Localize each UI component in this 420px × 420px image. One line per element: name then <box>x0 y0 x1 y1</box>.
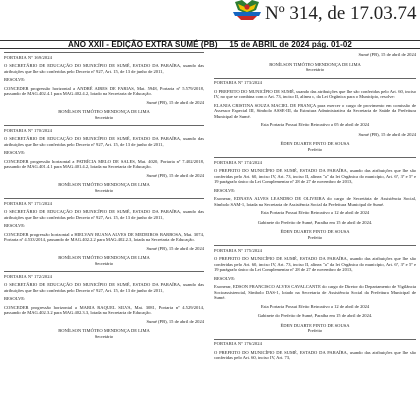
portaria-effect: Esta Portaria Possui Efeito Retroativo a 12 de abril de 2024 <box>260 303 370 309</box>
portaria-preamble: O PREFEITO DO MUNICÍPIO DE SUMÉ, usando das atribuições que lhe são conferidas pelo Art. 60, inciso IV, no que se combina com o Art. 73, inciso II, alínea c, da Lei Orgânica para o Município, resolve: <box>214 88 416 99</box>
portaria-date: Sumé (PB), 15 de abril de 2024 <box>358 131 416 137</box>
portaria-170 <box>4 125 204 193</box>
signatory-role: Prefeito <box>307 146 323 152</box>
signatory-role: Secretário <box>94 333 114 339</box>
right-column <box>214 52 416 364</box>
portaria-act: CONCEDER progressão horizontal a PATRÍCIA MELO DE SALES, Mat. 4020, Portaria nº 7.402/2018, passando de MAG.401.4.1 para MAG.401.4.2, lotada na Secretaria de Educação. <box>4 158 204 169</box>
portaria-heading: PORTARIA Nº 169/2024 <box>4 52 204 60</box>
portaria-174 <box>214 157 416 240</box>
signatory-name: ÉDEN DUARTE PINTO DE SOUSA <box>280 229 350 234</box>
signatory-name: BONÍLSON TIMÓTEO MENDONÇA DE LIMA <box>269 61 361 67</box>
portaria-office: Gabinete do Prefeito de Sumé, Paraíba em 15 de abril de 2024. <box>257 313 373 318</box>
signatory-name: ÉDEN DUARTE PINTO DE SOUSA <box>280 141 350 146</box>
portaria-172 <box>4 271 204 339</box>
portaria-preamble: O PREFEITO DO MUNICÍPIO DE SUMÉ, ESTADO DA PARAÍBA, usando das atribuições que lhe são conferidas pelo Art. 60, inciso IV, Art. 73, inciso II, alínea "a" da lei Orgânica do município, Art. 6º, 3º e 5º e 19 parágrafo único da Lei Complementar nº 28 de 27 de novembro de 2013, <box>214 168 416 184</box>
portaria-act: Exonerar, EDNAYA ALVES LEANDRO DE OLIVEIRA do cargo de Secretária de Assistência Social, Símbolo SAM-1, lotada na Secretaria de Assistência Social da Prefeitura Municipal de Sumé. <box>214 196 416 207</box>
resolve-label: RESOLVE: <box>4 77 26 82</box>
resolve-label: RESOLVE: <box>4 150 26 155</box>
portaria-heading: PORTARIA Nº 171/2024 <box>4 198 204 206</box>
edition-date: 15 de ABRIL de 2024 <box>229 40 310 49</box>
portaria-heading: PORTARIA Nº 174/2024 <box>214 157 416 165</box>
portaria-heading: PORTARIA Nº 176/2024 <box>214 339 416 347</box>
municipal-coat-of-arms-icon <box>232 0 262 20</box>
portaria-date: Sumé (PB), 15 de abril de 2024 <box>146 172 204 178</box>
portaria-preamble: O SECRETÁRIO DE EDUCAÇÃO DO MUNICÍPIO DE SUMÉ, ESTADO DA PARAÍBA, usando das atribuições que lhe são conferidas pelo Decreto nº 927, Art. 15, de 13 de junho de 2011, <box>4 209 204 220</box>
portaria-effect: Esta Portaria Possui Efeito Retroativo a 05 de abril de 2024 <box>260 122 370 127</box>
masthead <box>0 0 420 40</box>
portaria-preamble: O PREFEITO DO MUNICÍPIO DE SUMÉ, ESTADO DA PARAÍBA, usando das atribuições que lhe são conferidas pelo Art. 60, inciso IV, Art. 73, <box>214 349 416 360</box>
portaria-preamble: O SECRETÁRIO DE EDUCAÇÃO DO MUNICÍPIO DE SUMÉ, ESTADO DA PARAÍBA, usando das atribuições que lhe são conferidas pelo Decreto nº 927, Art. 15, de 13 de junho de 2011, <box>4 282 204 293</box>
signatory-name: BONÍLSON TIMÓTEO MENDONÇA DE LIMA <box>58 328 150 333</box>
portaria-preamble: O SECRETÁRIO DE EDUCAÇÃO DO MUNICÍPIO DE SUMÉ, ESTADO DA PARAÍBA, usando das atribuições que lhe são conferidas pelo Decreto nº 927, Art. 15, de 13 de junho de 2011, <box>4 136 204 147</box>
portaria-heading: PORTARIA Nº 175/2024 <box>214 245 416 253</box>
portaria-preamble: O PREFEITO DO MUNICÍPIO DE SUMÉ, ESTADO DA PARAÍBA, usando das atribuições que lhe são conferidas pelo Art. 60, inciso IV, Art. 73, inciso II, alínea "a" da lei Orgânica do município, Art. 6º, 3º e 5º e 19 parágrafo único da Lei Complementar nº 28 de 27 de novembro de 2013, <box>214 256 416 272</box>
portaria-office: Gabinete do Prefeito de Sumé, Paraíba em 15 de abril de 2024. <box>257 219 373 225</box>
portaria-act: CONCEDER progressão horizontal a ANDRÉ AIRES DE FARIAS, Mat. 5948, Portaria nº 5.579/2018, passando de MAG.402.4.1 para MAG.402.4.2, lotado na Secretaria de Educação. <box>4 85 204 96</box>
portaria-effect: Esta Portaria Possui Efeito Retroativo a 12 de abril de 2024 <box>260 210 370 215</box>
portaria-date: Sumé (PB), 15 de abril de 2024 <box>146 245 204 251</box>
portaria-act: Exonerar, EDSON FRANCISCO ALVES CAVALCANTE do cargo de Diretor do Departamento de Vigilância Socioassistencial, Símbolo DAS-1, lotado na Secretaria de Assistência Social da Prefeitura Municipal de Sumé. <box>214 284 416 300</box>
portaria-169 <box>4 52 204 120</box>
signatory-role: Secretário <box>94 187 114 193</box>
portaria-continued <box>214 52 416 73</box>
portaria-heading: PORTARIA Nº 173/2024 <box>214 78 416 86</box>
edition-bar <box>0 40 420 49</box>
law-number: Nº 314, de 17.03.74 <box>265 3 417 24</box>
left-column <box>4 52 204 344</box>
portaria-act: ELANIA CRISTINA SOUZA MACIEL DE FRANÇA para exercer o cargo de provimento em comissão de Assessor Especial III, Símbolo ASSE-III, da Estrutura Administrativa da Secretaria de Saúde da Prefeitura Municipal de Sumé. <box>214 102 416 119</box>
signatory-role: Secretário <box>94 114 114 120</box>
signatory-name: BONÍLSON TIMÓTEO MENDONÇA DE LIMA <box>58 109 150 114</box>
signatory-role: Secretário <box>94 260 114 266</box>
signatory-name: BONÍLSON TIMÓTEO MENDONÇA DE LIMA <box>58 182 150 187</box>
portaria-date: Sumé (PB), 15 de abril de 2024 <box>358 52 416 57</box>
resolve-label: RESOLVE: <box>4 296 26 301</box>
portaria-act: CONCEDER progressão horizontal a MARIA RAQUEL SILVA, Mat. 3081, Portaria nº 4.529/2014, passando de MAG.402.3.2 para MAG.402.3.3, lotada na Secretaria de Educação. <box>4 304 204 315</box>
portaria-preamble: O SECRETÁRIO DE EDUCAÇÃO DO MUNICÍPIO DE SUMÉ, ESTADO DA PARAÍBA, usando das atribuições que lhe são conferidas pelo Decreto nº 927, Art. 15, de 13 de junho de 2011, <box>4 63 204 74</box>
portaria-date: Sumé (PB), 15 de abril de 2024 <box>146 99 204 105</box>
portaria-heading: PORTARIA Nº 170/2024 <box>4 125 204 133</box>
signatory-name: ÉDEN DUARTE PINTO DE SOUSA <box>280 322 350 328</box>
portaria-heading: PORTARIA Nº 172/2024 <box>4 271 204 279</box>
signatory-role: Prefeito <box>307 328 323 333</box>
resolve-label: RESOLVE: <box>214 275 236 281</box>
signatory-role: Secretário <box>305 67 325 72</box>
signatory-role: Prefeito <box>307 234 323 240</box>
resolve-label: RESOLVE: <box>214 187 236 193</box>
portaria-175 <box>214 245 416 334</box>
edition-pages: pág. 01-02 <box>311 40 352 49</box>
portaria-176 <box>214 339 416 361</box>
signatory-name: BONÍLSON TIMÓTEO MENDONÇA DE LIMA <box>58 255 150 260</box>
portaria-date: Sumé (PB), 15 de abril de 2024 <box>146 318 204 324</box>
resolve-label: RESOLVE: <box>4 223 26 228</box>
edition-title: ANO XXII - EDIÇÃO EXTRA SUMÉ (PB) <box>68 40 218 49</box>
portaria-act: CONCEDER progressão horizontal a HIELVAN BUANA ALVES DE MEDEIROS BARBOSA, Mat. 3074, Portaria nº 4.533/2014, passando de MAG.402.2.2 para MAG.402.2.3, lotada na Secretaria de Educação. <box>4 231 204 242</box>
portaria-171 <box>4 198 204 266</box>
portaria-173 <box>214 78 416 153</box>
